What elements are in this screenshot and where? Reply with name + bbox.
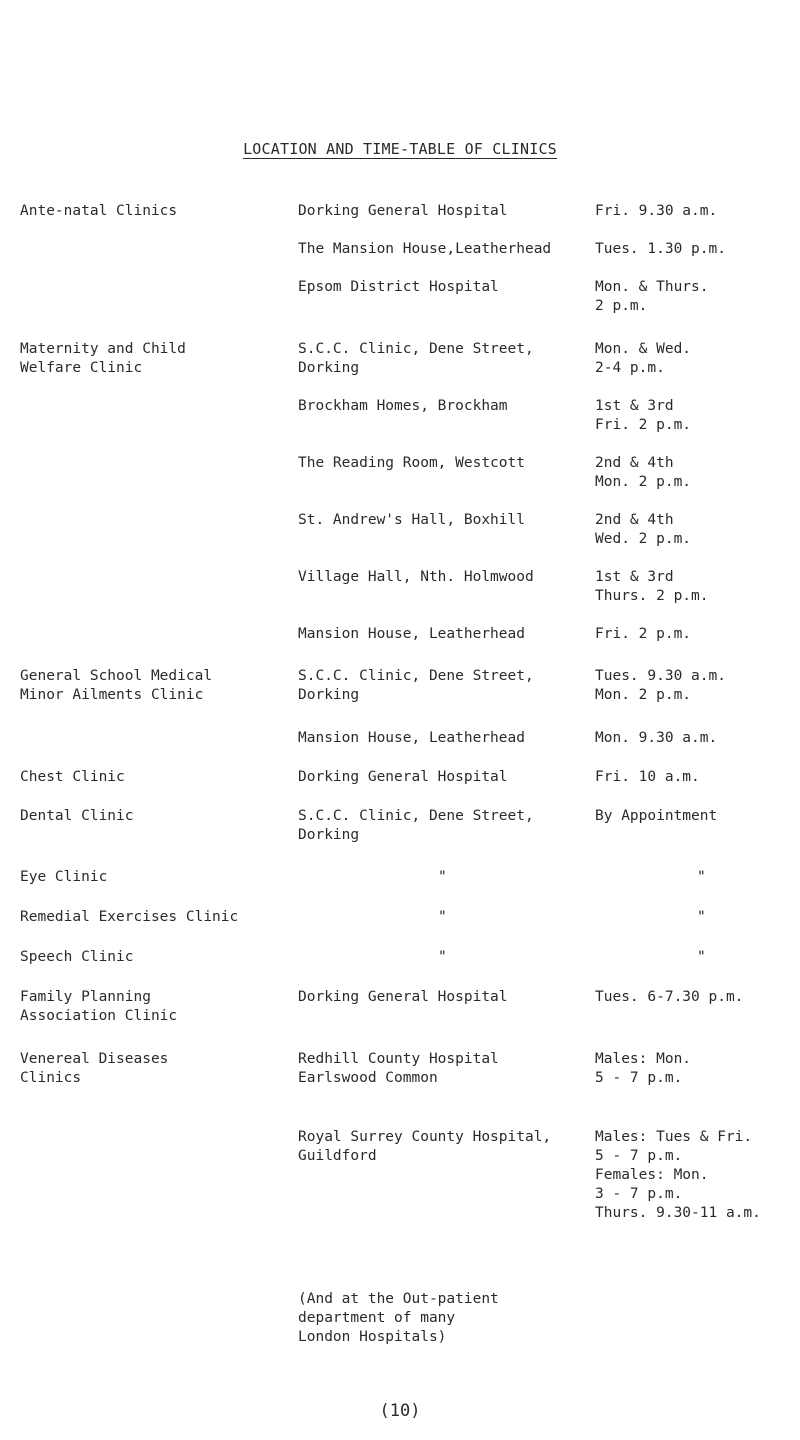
clinic-category: Remedial Exercises Clinic xyxy=(20,909,239,925)
clinic-location: St. Andrew's Hall, Boxhill xyxy=(298,512,525,528)
clinic-location: Dorking General Hospital xyxy=(298,769,508,785)
page-title-text: LOCATION AND TIME-TABLE OF CLINICS xyxy=(243,140,557,158)
clinic-category: Chest Clinic xyxy=(20,769,125,785)
footnote: (And at the Out-patient department of many London Hospitals) xyxy=(298,1291,499,1345)
clinic-time: Fri. 10 a.m. xyxy=(595,769,700,785)
clinic-location: The Reading Room, Westcott xyxy=(298,455,525,471)
clinic-time: Males: Mon. 5 - 7 p.m. xyxy=(595,1051,692,1086)
clinic-location: " xyxy=(438,949,447,965)
clinic-location: S.C.C. Clinic, Dene Street, Dorking xyxy=(298,341,534,376)
clinic-category: Eye Clinic xyxy=(20,869,108,885)
clinic-time: Tues. 6-7.30 p.m. xyxy=(595,989,744,1005)
clinic-time: Mon. & Thurs. 2 p.m. xyxy=(595,279,709,314)
clinic-category: Maternity and Child Welfare Clinic xyxy=(20,341,186,376)
clinic-category: Dental Clinic xyxy=(20,808,134,824)
clinic-location: Mansion House, Leatherhead xyxy=(298,626,525,642)
page-number: (10) xyxy=(379,1401,421,1421)
clinic-location: The Mansion House,Leatherhead xyxy=(298,241,552,257)
clinic-category: Ante-natal Clinics xyxy=(20,203,178,219)
clinic-location: S.C.C. Clinic, Dene Street, Dorking xyxy=(298,808,534,843)
clinic-location: Brockham Homes, Brockham xyxy=(298,398,508,414)
clinic-time: Mon. & Wed. 2-4 p.m. xyxy=(595,341,692,376)
clinic-category: General School Medical Minor Ailments Clinic xyxy=(20,668,213,703)
clinic-category: Speech Clinic xyxy=(20,949,134,965)
clinic-category: Family Planning Association Clinic xyxy=(20,989,178,1024)
clinic-location: Dorking General Hospital xyxy=(298,203,508,219)
page-title xyxy=(0,140,800,159)
clinic-time: " xyxy=(697,869,706,885)
clinic-location: Epsom District Hospital xyxy=(298,279,499,295)
clinic-time: " xyxy=(697,949,706,965)
clinic-time: Fri. 2 p.m. xyxy=(595,626,692,642)
clinic-location: Dorking General Hospital xyxy=(298,989,508,1005)
clinic-location: Village Hall, Nth. Holmwood xyxy=(298,569,534,585)
clinic-time: 2nd & 4th Mon. 2 p.m. xyxy=(595,455,692,490)
clinic-location: " xyxy=(438,869,447,885)
clinic-time: Tues. 9.30 a.m. Mon. 2 p.m. xyxy=(595,668,726,703)
clinic-location: Royal Surrey County Hospital, Guildford xyxy=(298,1129,552,1164)
clinic-location: S.C.C. Clinic, Dene Street, Dorking xyxy=(298,668,534,703)
clinic-time: " xyxy=(697,909,706,925)
clinic-time: Mon. 9.30 a.m. xyxy=(595,730,718,746)
clinic-time: 1st & 3rd Thurs. 2 p.m. xyxy=(595,569,709,604)
clinic-time: Tues. 1.30 p.m. xyxy=(595,241,726,257)
clinic-time: By Appointment xyxy=(595,808,718,824)
clinic-time: Males: Tues & Fri. 5 - 7 p.m. Females: Mon. 3 - 7 p.m. Thurs. 9.30-11 a.m. xyxy=(595,1129,761,1221)
clinic-location: Redhill County Hospital Earlswood Common xyxy=(298,1051,499,1086)
clinic-location: Mansion House, Leatherhead xyxy=(298,730,525,746)
clinic-location: " xyxy=(438,909,447,925)
clinic-time: Fri. 9.30 a.m. xyxy=(595,203,718,219)
clinic-time: 1st & 3rd Fri. 2 p.m. xyxy=(595,398,692,433)
clinic-time: 2nd & 4th Wed. 2 p.m. xyxy=(595,512,692,547)
clinic-category: Venereal Diseases Clinics xyxy=(20,1051,169,1086)
